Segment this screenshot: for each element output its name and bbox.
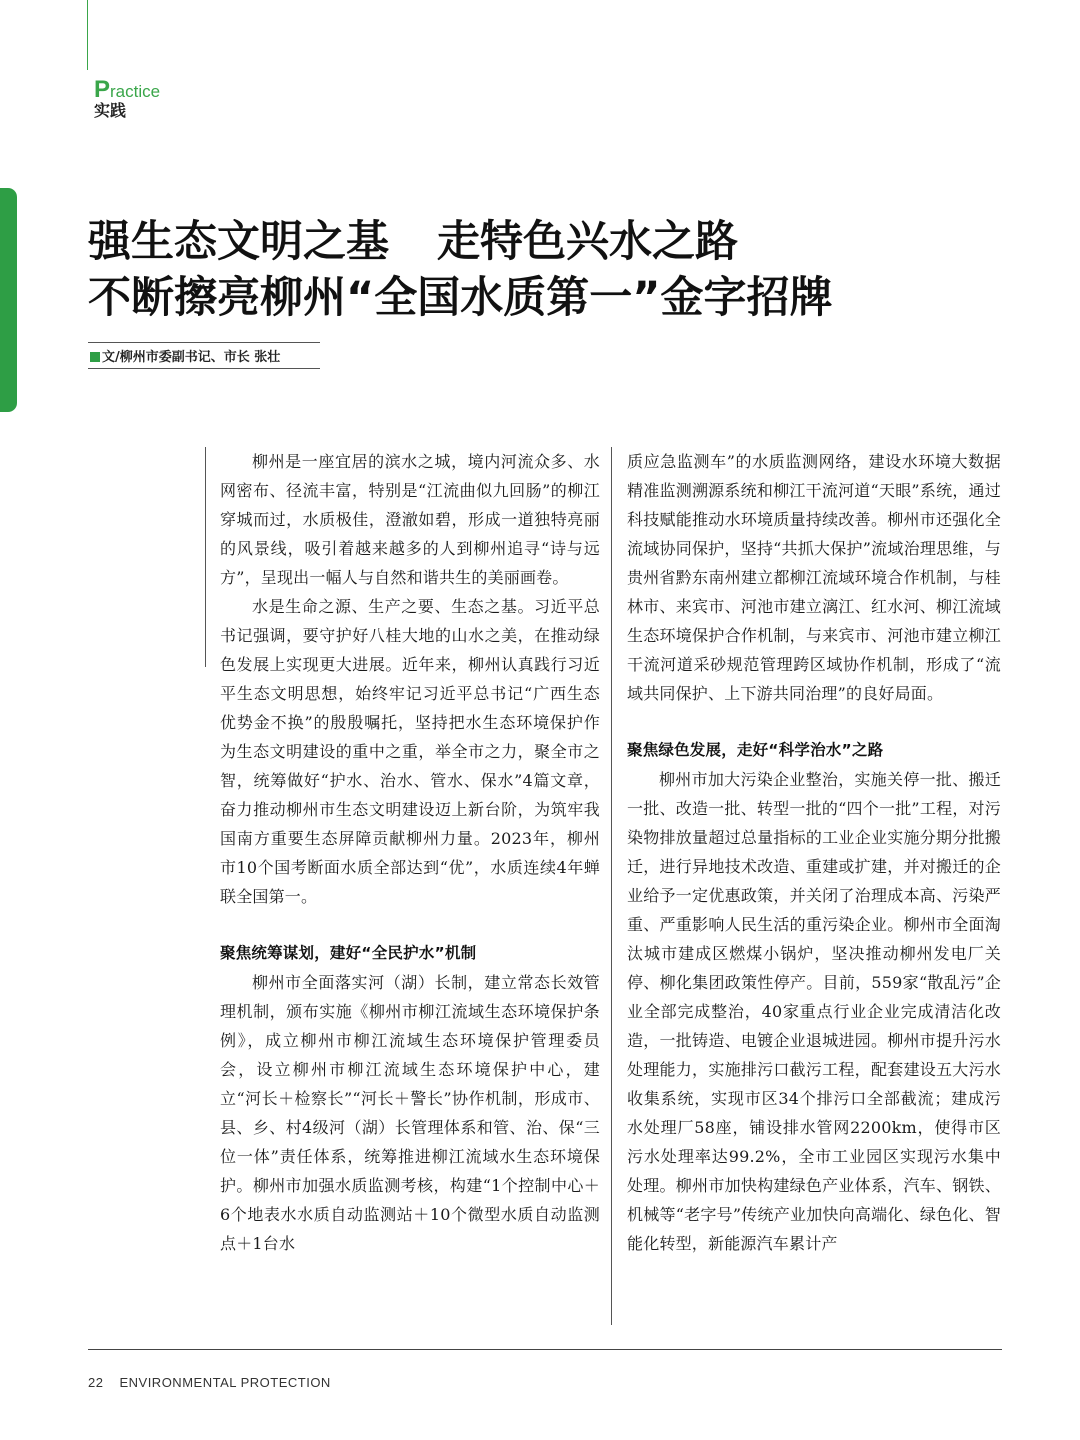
journal-name: ENVIRONMENTAL PROTECTION xyxy=(119,1375,331,1390)
section-label-en: Practice xyxy=(94,76,161,103)
paragraph: 水是生命之源、生产之要、生态之基。习近平总书记强调，要守护好八桂大地的山水之美，在推动绿色发展上实现更大进展。近年来，柳州认真践行习近平生态文明思想，始终牢记习近平总书记“广西生态优势金不换”的殷殷嘱托，坚持把水生态环境保护作为生态文明建设的重中之重，举全市之力，聚全市之智，统筹做好“护水、治水、管水、保水”4篇文章，奋力推动柳州市生态文明建设迈上新台阶，为筑牢我国南方重要生态屏障贡献柳州力量。2023年，柳州市10个国考断面水质全部达到“优”，水质连续4年蝉联全国第一。 xyxy=(220,597,600,906)
section-label-cn: 实践 xyxy=(94,101,127,120)
article-column-right xyxy=(627,447,1001,1327)
article-column-left xyxy=(220,447,600,1327)
title-line-2: 不断擦亮柳州“全国水质第一”金字招牌 xyxy=(88,273,833,323)
title-line-1: 强生态文明之基 走特色兴水之路 xyxy=(88,217,738,267)
top-accent-line xyxy=(87,0,88,70)
paragraph: 质应急监测车”的水质监测网络，建设水环境大数据精准监测溯源系统和柳江干流河道“天眼”系统，通过科技赋能推动水环境质量持续改善。柳州市还强化全流域协同保护，坚持“共抓大保护”流域治理思维，与贵州省黔东南州建立都柳江流域环境合作机制，与桂林市、来宾市、河池市建立漓江、红水河、柳江流域生态环境保护合作机制，与来宾市、河池市建立柳江干流河道采砂规范管理跨区域协作机制，形成了“流域共同保护、上下游共同治理”的良好局面。 xyxy=(627,452,1001,703)
page-number: 22 xyxy=(88,1375,104,1390)
column-separator xyxy=(611,447,612,1325)
section-heading: 聚焦统筹谋划，建好“全民护水”机制 xyxy=(220,944,477,962)
paragraph: 柳州市全面落实河（湖）长制，建立常态长效管理机制，颁布实施《柳州市柳江流域生态环境保护条例》，成立柳州市柳江流域生态环境保护管理委员会，设立柳州市柳江流域生态环境保护中心，建立“河长＋检察长”“河长＋警长”协作机制，形成市、县、乡、村4级河（湖）长管理体系和管、治、保“三位一体”责任体系，统筹推进柳江流域水生态环境保护。柳州市加强水质监测考核，构建“1个控制中心＋6个地表水水质自动监测站＋10个微型水质自动监测点＋1台水 xyxy=(220,973,600,1253)
byline-square-icon xyxy=(90,352,100,362)
section-tag xyxy=(94,76,161,120)
paragraph: 柳州是一座宜居的滨水之城，境内河流众多、水网密布、径流丰富，特别是“江流曲似九回肠”的柳江穿城而过，水质极佳，澄澈如碧，形成一道独特亮丽的风景线，吸引着越来越多的人到柳州追寻“诗与远方”，呈现出一幅人与自然和谐共生的美丽画卷。 xyxy=(220,452,600,587)
footer-rule xyxy=(88,1349,1002,1350)
page-footer xyxy=(88,1375,331,1390)
left-edge-tab xyxy=(0,188,17,412)
article-title xyxy=(88,214,1048,326)
paragraph: 柳州市加大污染企业整治，实施关停一批、搬迁一批、改造一批、转型一批的“四个一批”工程，对污染物排放量超过总量指标的工业企业实施分期分批搬迁，进行异地技术改造、重建或扩建，并对搬迁的企业给予一定优惠政策，并关闭了治理成本高、污染严重、严重影响人民生活的重污染企业。柳州市全面淘汰城市建成区燃煤小锅炉，坚决推动柳州发电厂关停、柳化集团政策性停产。目前，559家“散乱污”企业全部完成整治，40家重点行业企业完成清洁化改造，一批铸造、电镀企业退城进园。柳州市提升污水处理能力，实施排污口截污工程，配套建设五大污水收集系统，实现市区34个排污口全部截流；建成污水处理厂58座，铺设排水管网2200km，使得市区污水处理率达99.2%，全市工业园区实现污水集中处理。柳州市加快构建绿色产业体系，汽车、钢铁、机械等“老字号”传统产业加快向高端化、绿色化、智能化转型，新能源汽车累计产 xyxy=(627,770,1001,1253)
byline: 文/柳州市委副书记、市长 张壮 xyxy=(88,342,320,369)
column-start-rule xyxy=(205,447,206,667)
section-heading: 聚焦绿色发展，走好“科学治水”之路 xyxy=(627,741,884,759)
